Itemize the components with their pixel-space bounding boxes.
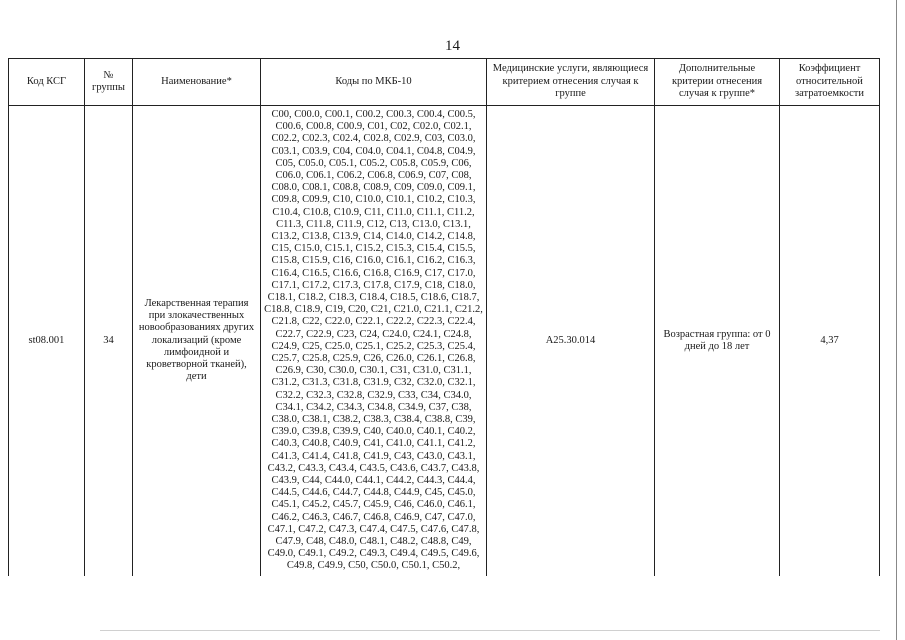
header-group-number: № группы [85,59,133,106]
cell-group-number: 34 [85,106,133,576]
header-ksg-code: Код КСГ [9,59,85,106]
header-mkb-codes: Коды по МКБ-10 [261,59,487,106]
table-row [9,106,880,576]
cell-ksg-code: st08.001 [9,106,85,576]
header-additional-criteria: Дополнительные критерии отнесения случая к группе* [655,59,780,106]
header-name: Наименование* [133,59,261,106]
scan-artifact-line [100,630,880,631]
header-medical-services: Медицинские услуги, являющиеся критерием отнесения случая к группе [487,59,655,106]
table-header-row [9,59,880,106]
header-coefficient: Коэффициент относительной затратоемкости [780,59,880,106]
page-number: 14 [445,38,460,54]
cell-mkb-codes: C00, C00.0, C00.1, C00.2, C00.3, C00.4, C00.5, C00.6, C00.8, C00.9, C01, C02, C02.0, C02.1, C02.2, C02.3, C02.4, C02.8, C02.9, C03, C03.0, C03.1, C03.9, C04, C04.0, C04.1, C04.8, C04.9, C05, C05.0, C05.1, C05.2, C05.8, C05.9, C06, C06.0, C06.1, C06.2, C06.8, C06.9, C07, C08, C08.0, C08.1, C08.8, C08.9, C09, C09.0, C09.1, C09.8, C09.9, C10, C10.0, C10.1, C10.2, C10.3, C10.4, C10.8, C10.9, C11, C11.0, C11.1, C11.2, C11.3, C11.8, C11.9, C12, C13, C13.0, C13.1, C13.2, C13.8, C13.9, C14, C14.0, C14.2, C14.8, C15, C15.0, C15.1, C15.2, C15.3, C15.4, C15.5, C15.8, C15.9, C16, C16.0, C16.1, C16.2, C16.3, C16.4, C16.5, C16.6, C16.8, C16.9, C17, C17.0, C17.1, C17.2, C17.3, C17.8, C17.9, C18, C18.0, C18.1, C18.2, C18.3, C18.4, C18.5, C18.6, C18.7, C18.8, C18.9, C19, C20, C21, C21.0, C21.1, C21.2, C21.8, C22, C22.0, C22.1, C22.2, C22.3, C22.4, C22.7, C22.9, C23, C24, C24.0, C24.1, C24.8, C24.9, C25, C25.0, C25.1, C25.2, C25.3, C25.4, C25.7, C25.8, C25.9, C26, C26.0, C26.1, C26.8, C26.9, C30, C30.0, C30.1, C31, C31.0, C31.1, C31.2, C31.3, C31.8, C31.9, C32, C32.0, C32.1, C32.2, C32.3, C32.8, C32.9, C33, C34, C34.0, C34.1, C34.2, C34.3, C34.8, C34.9, C37, C38, C38.0, C38.1, C38.2, C38.3, C38.4, C38.8, C39, C39.0, C39.8, C39.9, C40, C40.0, C40.1, C40.2, C40.3, C40.8, C40.9, C41, C41.0, C41.1, C41.2, C41.3, C41.4, C41.8, C41.9, C43, C43.0, C43.1, C43.2, C43.3, C43.4, C43.5, C43.6, C43.7, C43.8, C43.9, C44, C44.0, C44.1, C44.2, C44.3, C44.4, C44.5, C44.6, C44.7, C44.8, C44.9, C45, C45.0, C45.1, C45.2, C45.7, C45.9, C46, C46.0, C46.1, C46.2, C46.3, C46.7, C46.8, C46.9, C47, C47.0, C47.1, C47.2, C47.3, C47.4, C47.5, C47.6, C47.8, C47.9, C48, C48.0, C48.1, C48.2, C48.8, C49, C49.0, C49.1, C49.2, C49.3, C49.4, C49.5, C49.6, C49.8, C49.9, C50, C50.0, C50.1, C50.2, [261,106,487,576]
cell-name: Лекарственная терапия при злокачественных новообразованиях других локализаций (кроме лимфоидной и кроветворной тканей), дети [133,106,261,576]
cell-additional-criteria: Возрастная группа: от 0 дней до 18 лет [655,106,780,576]
ksg-table [8,58,880,576]
cell-coefficient: 4,37 [780,106,880,576]
page-edge-line [896,0,897,640]
cell-medical-service: A25.30.014 [487,106,655,576]
